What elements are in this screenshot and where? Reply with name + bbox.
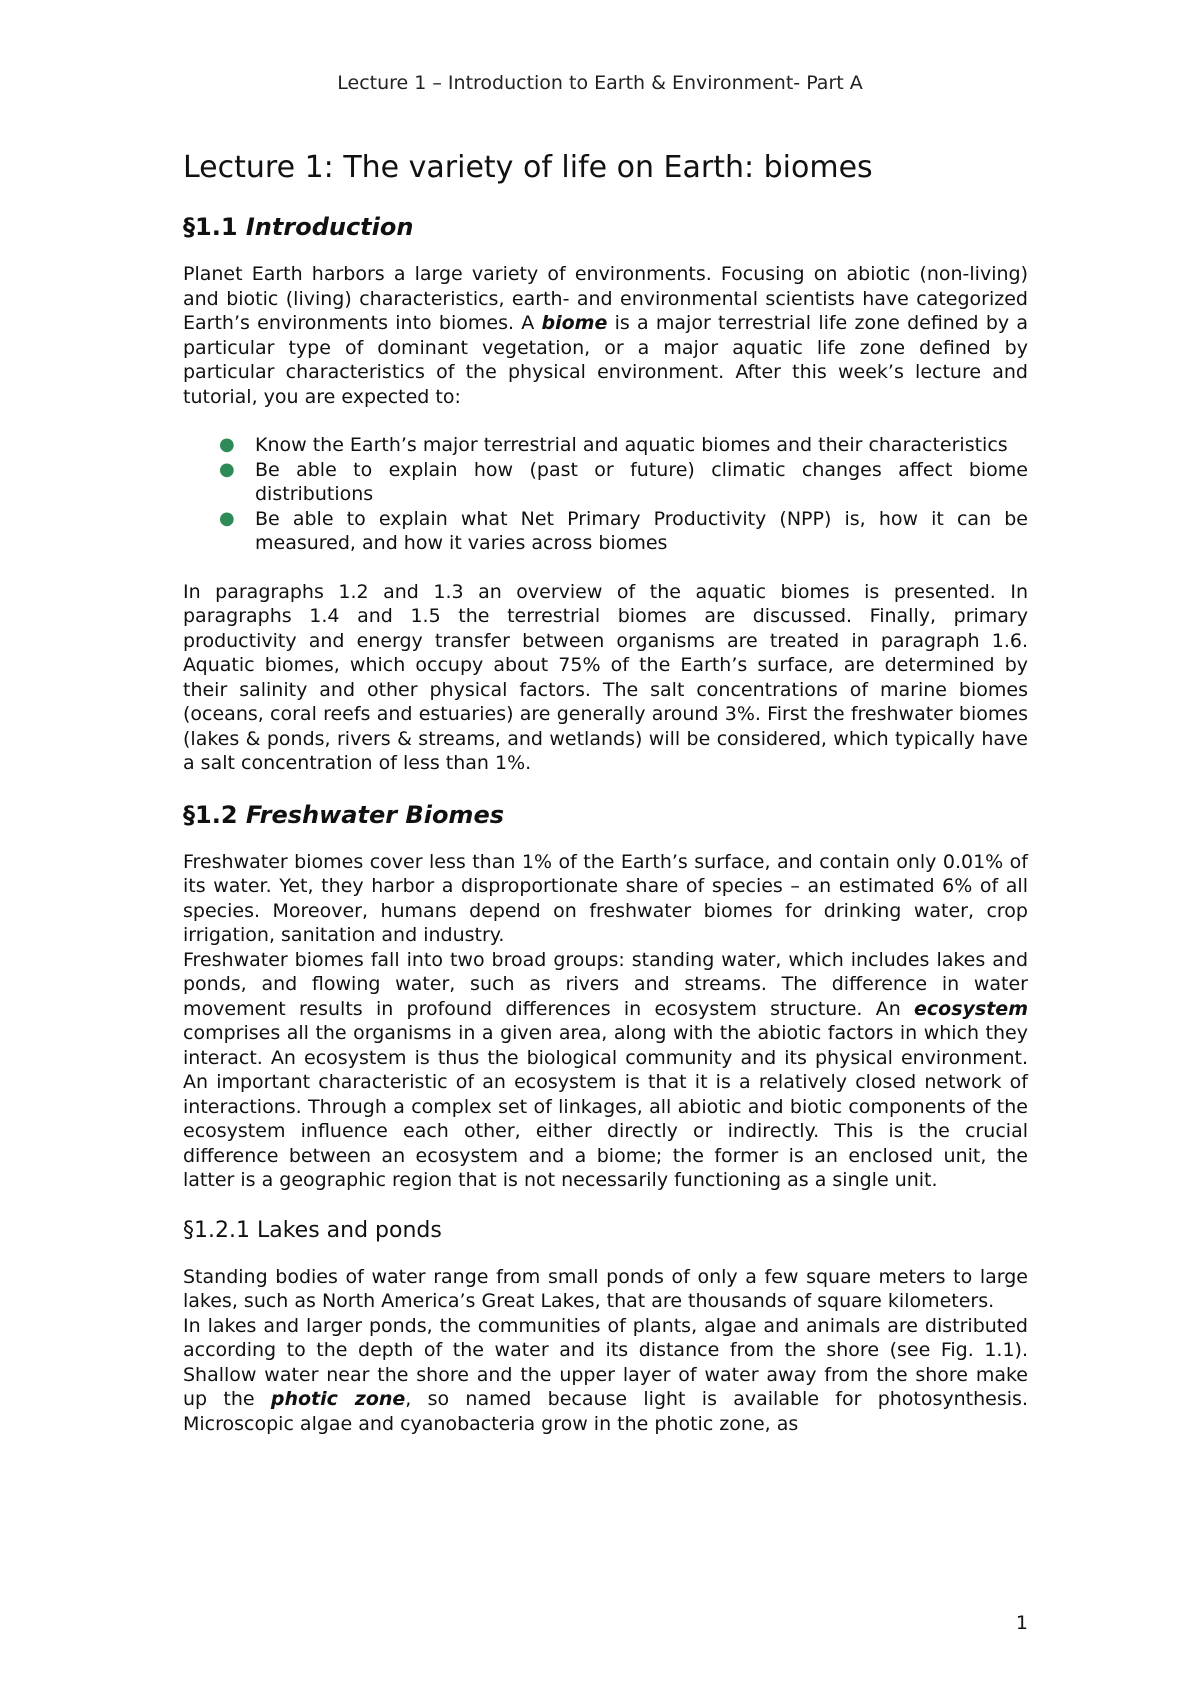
section-title: Freshwater Biomes xyxy=(245,800,505,829)
subsection-heading-lakes: §1.2.1 Lakes and ponds xyxy=(183,1217,442,1243)
document-body xyxy=(183,150,1028,1436)
overview-paragraph: In paragraphs 1.2 and 1.3 an overview of the aquatic biomes is presented. In paragraphs 1.4 and 1.5 the terrestrial biomes are discussed. Finally, primary productivity and energy transfer between organisms are treated in paragraph 1.6. Aquatic biomes, which occupy about 75% of the Earth’s surface, are determined by their salinity and other physical factors. The salt concentrations of marine biomes (oceans, coral reefs and estuaries) are generally around 3%. First the freshwater biomes (lakes & ponds, rivers & streams, and wetlands) will be considered, which typically have a salt concentration of less than 1%. xyxy=(183,580,1028,774)
intro-text-b: is a major terrestrial life zone defined by a particular type of dominant vegetation, or a major aquatic life zone defined by particular characteristics of the physical environment. After this week’s lecture and tutorial, you are expected to: xyxy=(183,312,1029,408)
bullet-icon: ● xyxy=(219,507,235,529)
term-biome: biome xyxy=(541,312,608,334)
lakes-paragraph-1: Standing bodies of water range from small ponds of only a few square meters to large lakes, such as North America’s Great Lakes, that are thousands of square kilometers. xyxy=(183,1265,1028,1312)
list-item-text: Be able to explain how (past or future) climatic changes affect biome distributions xyxy=(255,458,1028,505)
bullet-icon: ● xyxy=(219,434,235,455)
intro-paragraph xyxy=(183,262,1028,409)
freshwater-text-b: comprises all the organisms in a given area, along with the abiotic factors in which they interact. An ecosystem is thus the biological community and its physical environment. An important characteristic of an ecosystem is that it is a relatively closed network of interactions. Through a complex set of linkages, all abiotic and biotic components of the ecosystem influence each other, either directly or indirectly. This is the crucial difference between an ecosystem and a biome; the former is an enclosed unit, the latter is a geographic region that is not necessarily functioning as a single unit. xyxy=(183,1022,1028,1191)
section-number: §1.1 xyxy=(183,213,246,241)
section-number: §1.2 xyxy=(183,800,246,829)
lakes-text-b: , so named because light is available for photosynthesis. Microscopic algae and cyanobacteria grow in the photic zone, as xyxy=(183,1388,1028,1435)
freshwater-paragraph-1: Freshwater biomes cover less than 1% of the Earth’s surface, and contain only 0.01% of its water. Yet, they harbor a disproportionate share of species – an estimated 6% of all species. Moreover, humans depend on freshwater biomes for drinking water, crop irrigation, sanitation and industry. xyxy=(183,850,1028,946)
lecture-title: Lecture 1: The variety of life on Earth: biomes xyxy=(183,150,873,185)
list-item-text: Be able to explain what Net Primary Productivity (NPP) is, how it can be measured, and how it varies across biomes xyxy=(255,507,1028,554)
lakes-text-a: In lakes and larger ponds, the communities of plants, algae and animals are distributed according to the depth of the water and its distance from the shore (see Fig. 1.1). Shallow water near the shore and the upper layer of water away from the shore make up the xyxy=(183,1314,1028,1410)
list-item-text: Know the Earth’s major terrestrial and aquatic biomes and their characteristics xyxy=(255,434,1008,456)
term-photic-zone: photic zone xyxy=(270,1388,406,1410)
list-item xyxy=(183,458,1028,507)
list-item xyxy=(183,507,1028,556)
running-header: Lecture 1 – Introduction to Earth & Environment- Part A xyxy=(337,72,863,94)
learning-goals-list xyxy=(183,433,1028,556)
freshwater-text-a: Freshwater biomes fall into two broad groups: standing water, which includes lakes and ponds, and flowing water, such as rivers and streams. The difference in water movement results in profound differences in ecosystem structure. An xyxy=(183,948,1028,1020)
list-item xyxy=(183,433,1028,458)
section-heading-freshwater xyxy=(183,800,1028,830)
intro-text-a: Planet Earth harbors a large variety of environments. Focusing on abiotic (non-living) and biotic (living) characteristics, earth- and environmental scientists have categorized Earth’s environments into biomes. A xyxy=(183,263,1028,334)
section-title: Introduction xyxy=(245,213,414,241)
page-number: 1 xyxy=(1015,1612,1028,1634)
bullet-icon: ● xyxy=(219,458,235,480)
section-heading-introduction xyxy=(183,212,1028,242)
freshwater-paragraph-2 xyxy=(183,948,1028,1193)
lakes-paragraph-2 xyxy=(183,1314,1028,1437)
term-ecosystem: ecosystem xyxy=(914,997,1028,1020)
